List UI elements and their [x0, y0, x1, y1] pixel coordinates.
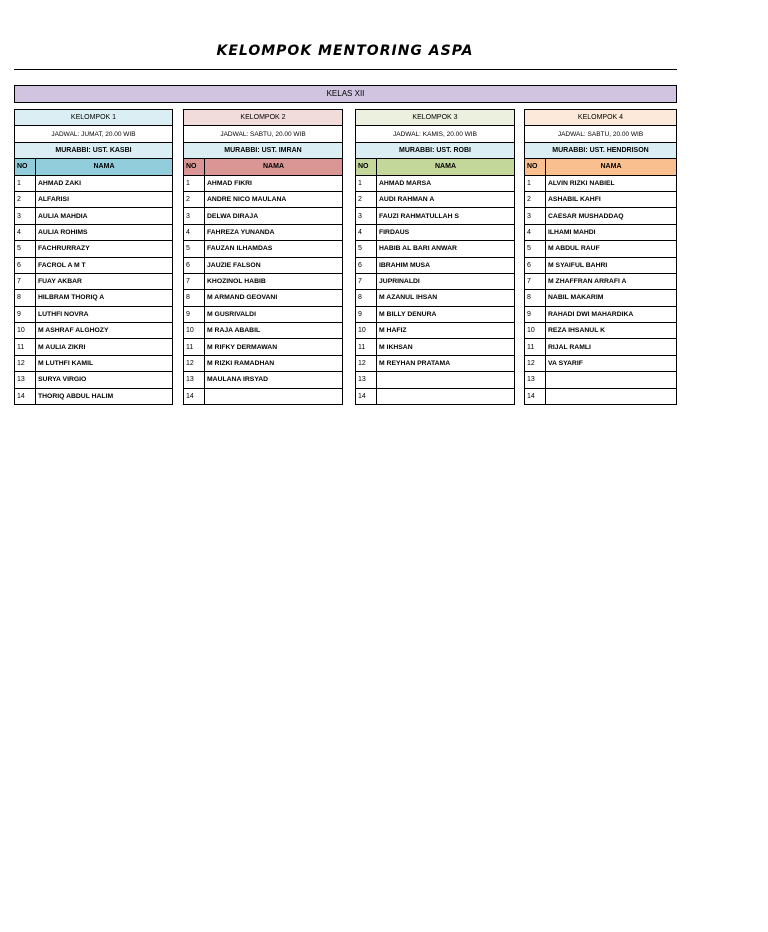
- student-name: AHMAD FIKRI: [205, 175, 343, 191]
- row-number: 10: [356, 323, 377, 339]
- table-row: [184, 273, 343, 289]
- student-name: AULIA MAHDIA: [36, 208, 173, 224]
- table-row: [356, 290, 515, 306]
- group-schedule: JADWAL: SABTU, 20.00 WIB: [525, 126, 677, 142]
- row-number: 13: [184, 372, 205, 388]
- row-number: 4: [356, 224, 377, 240]
- student-name: ASHABIL KAHFI: [546, 191, 677, 207]
- row-number: 10: [525, 323, 546, 339]
- row-number: 5: [184, 241, 205, 257]
- table-row: [356, 388, 515, 404]
- table-row: [15, 355, 173, 371]
- group-schedule: JADWAL: JUMAT, 20.00 WIB: [15, 126, 173, 142]
- student-name: JUPRINALDI: [377, 273, 515, 289]
- student-name: DELWA DIRAJA: [205, 208, 343, 224]
- student-name: [546, 372, 677, 388]
- row-number: 7: [184, 273, 205, 289]
- student-name: FIRDAUS: [377, 224, 515, 240]
- row-number: 11: [356, 339, 377, 355]
- table-row: [356, 339, 515, 355]
- student-name: ALVIN RIZKI NABIEL: [546, 175, 677, 191]
- row-number: 13: [15, 372, 36, 388]
- row-number: 9: [184, 306, 205, 322]
- student-name: M RIFKY DERMAWAN: [205, 339, 343, 355]
- table-row: [525, 175, 677, 191]
- group-table-2: [183, 109, 343, 405]
- student-name: KHOZINOL HABIB: [205, 273, 343, 289]
- group-name: KELOMPOK 4: [525, 110, 677, 126]
- table-row: [356, 241, 515, 257]
- row-number: 6: [15, 257, 36, 273]
- table-row: [356, 372, 515, 388]
- group-murabbi: MURABBI: UST. IMRAN: [184, 142, 343, 158]
- row-number: 13: [356, 372, 377, 388]
- row-number: 6: [356, 257, 377, 273]
- student-name: M BILLY DENURA: [377, 306, 515, 322]
- row-number: 12: [184, 355, 205, 371]
- table-row: [525, 224, 677, 240]
- student-name: AHMAD ZAKI: [36, 175, 173, 191]
- table-row: [525, 191, 677, 207]
- group-name: KELOMPOK 3: [356, 110, 515, 126]
- row-number: 3: [184, 208, 205, 224]
- row-number: 8: [356, 290, 377, 306]
- table-row: [15, 257, 173, 273]
- student-name: M ZHAFFRAN ARRAFI A: [546, 273, 677, 289]
- student-name: FACHRURRAZY: [36, 241, 173, 257]
- title-divider: [14, 69, 677, 70]
- row-number: 9: [525, 306, 546, 322]
- table-row: [184, 290, 343, 306]
- row-number: 8: [525, 290, 546, 306]
- table-row: [184, 323, 343, 339]
- student-name: HILBRAM THORIQ A: [36, 290, 173, 306]
- table-row: [356, 257, 515, 273]
- table-row: [184, 208, 343, 224]
- student-name: [377, 388, 515, 404]
- row-number: 13: [525, 372, 546, 388]
- row-number: 12: [356, 355, 377, 371]
- group-table-4: [524, 109, 677, 405]
- col-header-nama: NAMA: [205, 159, 343, 175]
- table-row: [356, 224, 515, 240]
- student-name: [377, 372, 515, 388]
- table-row: [525, 339, 677, 355]
- table-row: [15, 372, 173, 388]
- student-name: MAULANA IRSYAD: [205, 372, 343, 388]
- table-row: [356, 323, 515, 339]
- table-row: [15, 290, 173, 306]
- row-number: 1: [15, 175, 36, 191]
- row-number: 3: [15, 208, 36, 224]
- group-name: KELOMPOK 1: [15, 110, 173, 126]
- group-table-1: [14, 109, 173, 405]
- student-name: FUAY AKBAR: [36, 273, 173, 289]
- row-number: 11: [15, 339, 36, 355]
- student-name: M ABDUL RAUF: [546, 241, 677, 257]
- student-name: M ARMAND GEOVANI: [205, 290, 343, 306]
- kelas-banner: KELAS XII: [14, 85, 677, 103]
- table-row: [15, 241, 173, 257]
- row-number: 6: [184, 257, 205, 273]
- student-name: FAUZAN ILHAMDAS: [205, 241, 343, 257]
- group-name: KELOMPOK 2: [184, 110, 343, 126]
- col-header-nama: NAMA: [546, 159, 677, 175]
- student-name: M RIZKI RAMADHAN: [205, 355, 343, 371]
- row-number: 1: [356, 175, 377, 191]
- student-name: [205, 388, 343, 404]
- row-number: 14: [184, 388, 205, 404]
- student-name: FAHREZA YUNANDA: [205, 224, 343, 240]
- table-row: [184, 224, 343, 240]
- row-number: 14: [525, 388, 546, 404]
- row-number: 2: [525, 191, 546, 207]
- student-name: RIJAL RAMLI: [546, 339, 677, 355]
- row-number: 10: [184, 323, 205, 339]
- row-number: 12: [525, 355, 546, 371]
- table-row: [15, 175, 173, 191]
- student-name: M ASHRAF ALGHOZY: [36, 323, 173, 339]
- student-name: M IKHSAN: [377, 339, 515, 355]
- table-row: [15, 323, 173, 339]
- col-header-nama: NAMA: [377, 159, 515, 175]
- table-row: [184, 191, 343, 207]
- student-name: FAUZI RAHMATULLAH S: [377, 208, 515, 224]
- table-row: [525, 241, 677, 257]
- row-number: 8: [15, 290, 36, 306]
- table-row: [184, 388, 343, 404]
- col-header-nama: NAMA: [36, 159, 173, 175]
- student-name: THORIQ ABDUL HALIM: [36, 388, 173, 404]
- table-row: [15, 339, 173, 355]
- page-title: KELOMPOK MENTORING ASPA: [216, 43, 474, 59]
- row-number: 5: [15, 241, 36, 257]
- student-name: M HAFIZ: [377, 323, 515, 339]
- student-name: [546, 388, 677, 404]
- student-name: SURYA VIRGIO: [36, 372, 173, 388]
- table-row: [184, 355, 343, 371]
- row-number: 14: [356, 388, 377, 404]
- table-row: [184, 339, 343, 355]
- student-name: IBRAHIM MUSA: [377, 257, 515, 273]
- row-number: 11: [525, 339, 546, 355]
- group-murabbi: MURABBI: UST. KASBI: [15, 142, 173, 158]
- row-number: 5: [356, 241, 377, 257]
- group-schedule: JADWAL: SABTU, 20.00 WIB: [184, 126, 343, 142]
- table-row: [15, 306, 173, 322]
- student-name: M GUSRIVALDI: [205, 306, 343, 322]
- row-number: 3: [525, 208, 546, 224]
- row-number: 12: [15, 355, 36, 371]
- student-name: M LUTHFI KAMIL: [36, 355, 173, 371]
- row-number: 9: [356, 306, 377, 322]
- student-name: M AULIA ZIKRI: [36, 339, 173, 355]
- row-number: 9: [15, 306, 36, 322]
- student-name: AHMAD MARSA: [377, 175, 515, 191]
- table-row: [184, 306, 343, 322]
- student-name: CAESAR MUSHADDAQ: [546, 208, 677, 224]
- row-number: 4: [15, 224, 36, 240]
- row-number: 7: [356, 273, 377, 289]
- table-row: [525, 388, 677, 404]
- table-row: [356, 175, 515, 191]
- table-row: [525, 306, 677, 322]
- col-header-no: NO: [184, 159, 205, 175]
- group-murabbi: MURABBI: UST. ROBI: [356, 142, 515, 158]
- row-number: 1: [525, 175, 546, 191]
- table-row: [15, 208, 173, 224]
- student-name: LUTHFI NOVRA: [36, 306, 173, 322]
- student-name: RAHADI DWI MAHARDIKA: [546, 306, 677, 322]
- group-murabbi: MURABBI: UST. HENDRISON: [525, 142, 677, 158]
- table-row: [15, 273, 173, 289]
- student-name: HABIB AL BARI ANWAR: [377, 241, 515, 257]
- row-number: 7: [15, 273, 36, 289]
- table-row: [356, 208, 515, 224]
- table-row: [15, 224, 173, 240]
- table-row: [356, 273, 515, 289]
- row-number: 8: [184, 290, 205, 306]
- col-header-no: NO: [15, 159, 36, 175]
- col-header-no: NO: [525, 159, 546, 175]
- student-name: M RAJA ABABIL: [205, 323, 343, 339]
- student-name: AUDI RAHMAN A: [377, 191, 515, 207]
- table-row: [525, 290, 677, 306]
- table-row: [184, 241, 343, 257]
- table-row: [356, 355, 515, 371]
- student-name: FACROL A M T: [36, 257, 173, 273]
- table-row: [525, 372, 677, 388]
- student-name: JAUZIE FALSON: [205, 257, 343, 273]
- student-name: AULIA ROHIMS: [36, 224, 173, 240]
- row-number: 14: [15, 388, 36, 404]
- table-row: [525, 273, 677, 289]
- table-row: [184, 175, 343, 191]
- row-number: 2: [356, 191, 377, 207]
- table-row: [15, 191, 173, 207]
- table-row: [184, 257, 343, 273]
- row-number: 10: [15, 323, 36, 339]
- student-name: VA SYARIF: [546, 355, 677, 371]
- row-number: 4: [184, 224, 205, 240]
- row-number: 11: [184, 339, 205, 355]
- table-row: [525, 323, 677, 339]
- row-number: 1: [184, 175, 205, 191]
- student-name: REZA IHSANUL K: [546, 323, 677, 339]
- student-name: ANDRE NICO MAULANA: [205, 191, 343, 207]
- table-row: [525, 208, 677, 224]
- table-row: [356, 191, 515, 207]
- table-row: [525, 257, 677, 273]
- row-number: 2: [15, 191, 36, 207]
- table-row: [525, 355, 677, 371]
- row-number: 7: [525, 273, 546, 289]
- student-name: NABIL MAKARIM: [546, 290, 677, 306]
- table-row: [184, 372, 343, 388]
- table-row: [15, 388, 173, 404]
- row-number: 2: [184, 191, 205, 207]
- student-name: ALFARISI: [36, 191, 173, 207]
- student-name: M SYAIFUL BAHRI: [546, 257, 677, 273]
- student-name: M REYHAN PRATAMA: [377, 355, 515, 371]
- table-row: [356, 306, 515, 322]
- col-header-no: NO: [356, 159, 377, 175]
- row-number: 3: [356, 208, 377, 224]
- group-schedule: JADWAL: KAMIS, 20.00 WIB: [356, 126, 515, 142]
- student-name: M AZANUL IHSAN: [377, 290, 515, 306]
- row-number: 4: [525, 224, 546, 240]
- student-name: ILHAMI MAHDI: [546, 224, 677, 240]
- group-table-3: [355, 109, 515, 405]
- row-number: 6: [525, 257, 546, 273]
- row-number: 5: [525, 241, 546, 257]
